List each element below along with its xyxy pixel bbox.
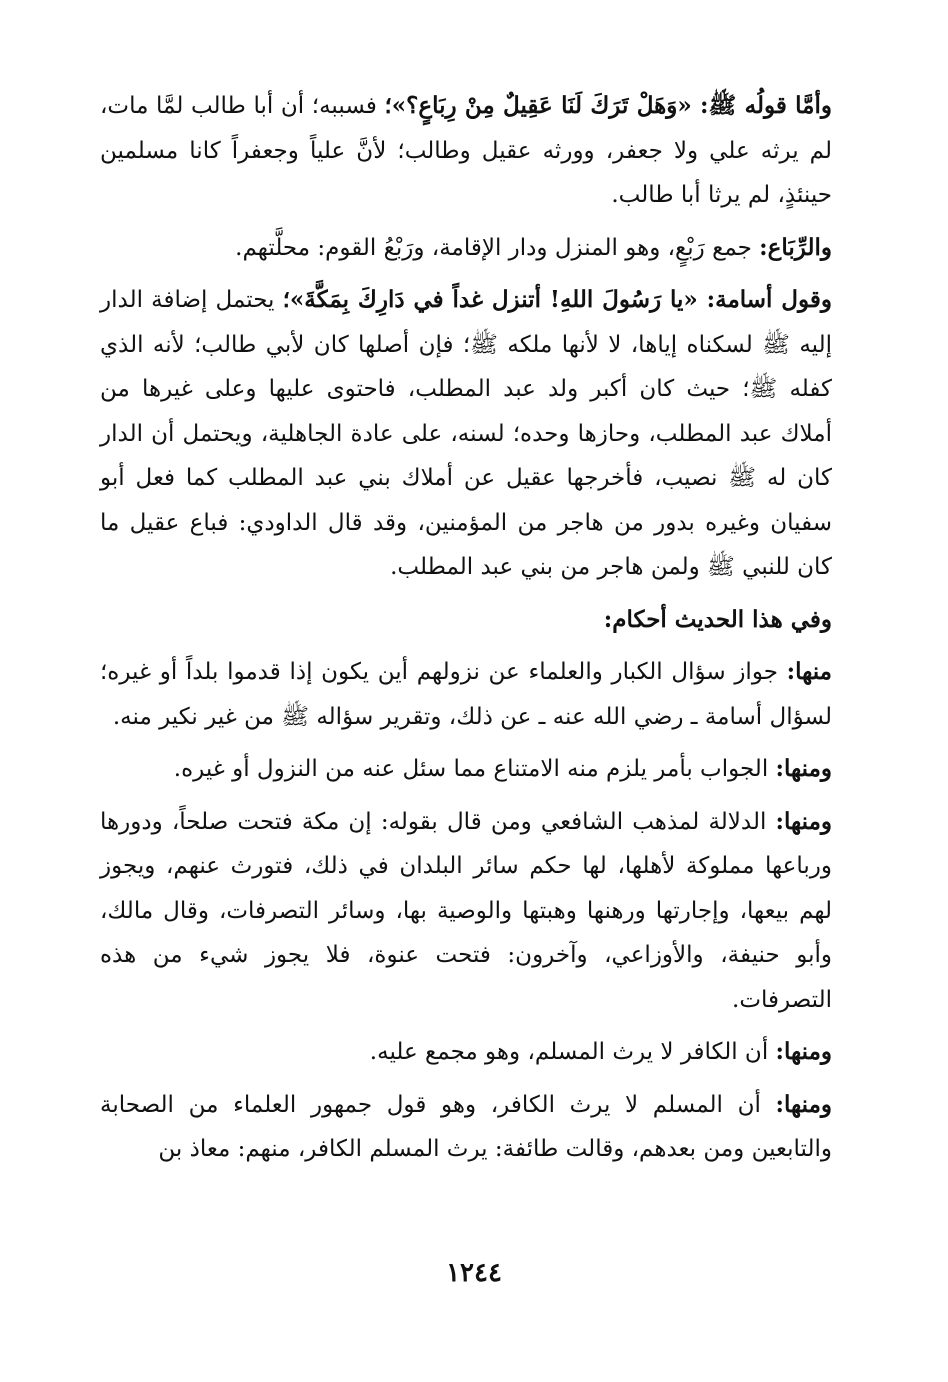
- paragraph-lead: ومنها:: [775, 1038, 832, 1065]
- paragraph-3: [100, 278, 832, 590]
- paragraph-lead: ومنها:: [775, 755, 832, 782]
- paragraph-1: [100, 84, 832, 218]
- paragraph-lead: وأمَّا قولُه ﷺ: «وَهَلْ تَرَكَ لَنَا عَقِيلٌ مِنْ رِبَاعٍ؟»؛: [384, 92, 832, 119]
- paragraph-4: [100, 650, 832, 739]
- paragraph-text: فسببه؛ أن أبا طالب لمَّا مات، لم يرثه علي ولا جعفر، وورثه عقيل وطالب؛ لأنَّ علياً وجعفراً كانا مسلمين حينئذٍ، لم يرثا أبا طالب.: [100, 93, 832, 208]
- page-body: [100, 84, 832, 1180]
- paragraph-lead: والرِّبَاع:: [759, 233, 832, 261]
- paragraph-text: جمع رَبْعٍ، وهو المنزل ودار الإقامة، ورَبْعُ القوم: محلَّتهم.: [235, 234, 760, 261]
- paragraph-2: [100, 226, 832, 271]
- paragraph-text: الدلالة لمذهب الشافعي ومن قال بقوله: إن مكة فتحت صلحاً، ودورها ورباعها مملوكة لأهلها، لها حكم سائر البلدان في ذلك، فتورث عنهم، ويجوز لهم بيعها، وإجارتها ورهنها وهبتها والوصية بها، وسائر التصرفات، وقال مالك، وأبو حنيفة، والأوزاعي، وآخرون: فتحت عنوة، فلا يجوز شيء من هذه التصرفات.: [100, 808, 832, 1013]
- paragraph-5: [100, 747, 832, 792]
- paragraph-6: [100, 800, 832, 1023]
- paragraph-text: أن الكافر لا يرث المسلم، وهو مجمع عليه.: [369, 1039, 776, 1065]
- page-number: ١٢٤٤: [446, 1258, 502, 1288]
- paragraph-text: الجواب بأمر يلزم منه الامتناع مما سئل عنه من النزول أو غيره.: [173, 756, 776, 782]
- paragraph-lead: ومنها:: [775, 807, 832, 835]
- paragraph-lead: منها:: [786, 658, 832, 685]
- paragraph-lead: وقول أسامة: «يا رَسُولَ اللهِ! أتنزل غداً في دَارِكَ بِمَكَّةَ»؛: [282, 286, 832, 313]
- paragraph-text: أن المسلم لا يرث الكافر، وهو قول جمهور العلماء من الصحابة والتابعين ومن بعدهم، وقالت طائفة: يرث المسلم الكافر، منهم: معاذ بن: [100, 1091, 832, 1162]
- paragraph-lead: وفي هذا الحديث أحكام:: [603, 605, 832, 633]
- paragraph-7: [100, 1030, 832, 1075]
- paragraph-text: يحتمل إضافة الدار إليه ﷺ لسكناه إياها، لا لأنها ملكه ﷺ؛ فإن أصلها كان لأبي طالب؛ لأنه الذي كفله ﷺ؛ حيث كان أكبر ولد عبد المطلب، فاحتوى عليها وعلى غيرها من أملاك عبد المطلب، وحازها وحده؛ لسنه، على عادة الجاهلية، ويحتمل أن الدار كان له ﷺ نصيب، فأخرجها عقيل عن أملاك بني عبد المطلب كما فعل أبو سفيان وغيره بدور من هاجر من المؤمنين، وقد قال الداودي: فباع عقيل ما كان للنبي ﷺ ولمن هاجر من بني عبد المطلب.: [100, 287, 832, 580]
- paragraph-8: [100, 1083, 832, 1172]
- paragraph-text: جواز سؤال الكبار والعلماء عن نزولهم أين يكون إذا قدموا بلداً أو غيره؛ لسؤال أسامة ـ رضي الله عنه ـ عن ذلك، وتقرير سؤاله ﷺ من غير نكير منه.: [100, 659, 832, 730]
- paragraph-lead: ومنها:: [775, 1090, 832, 1118]
- section-heading: [100, 598, 832, 643]
